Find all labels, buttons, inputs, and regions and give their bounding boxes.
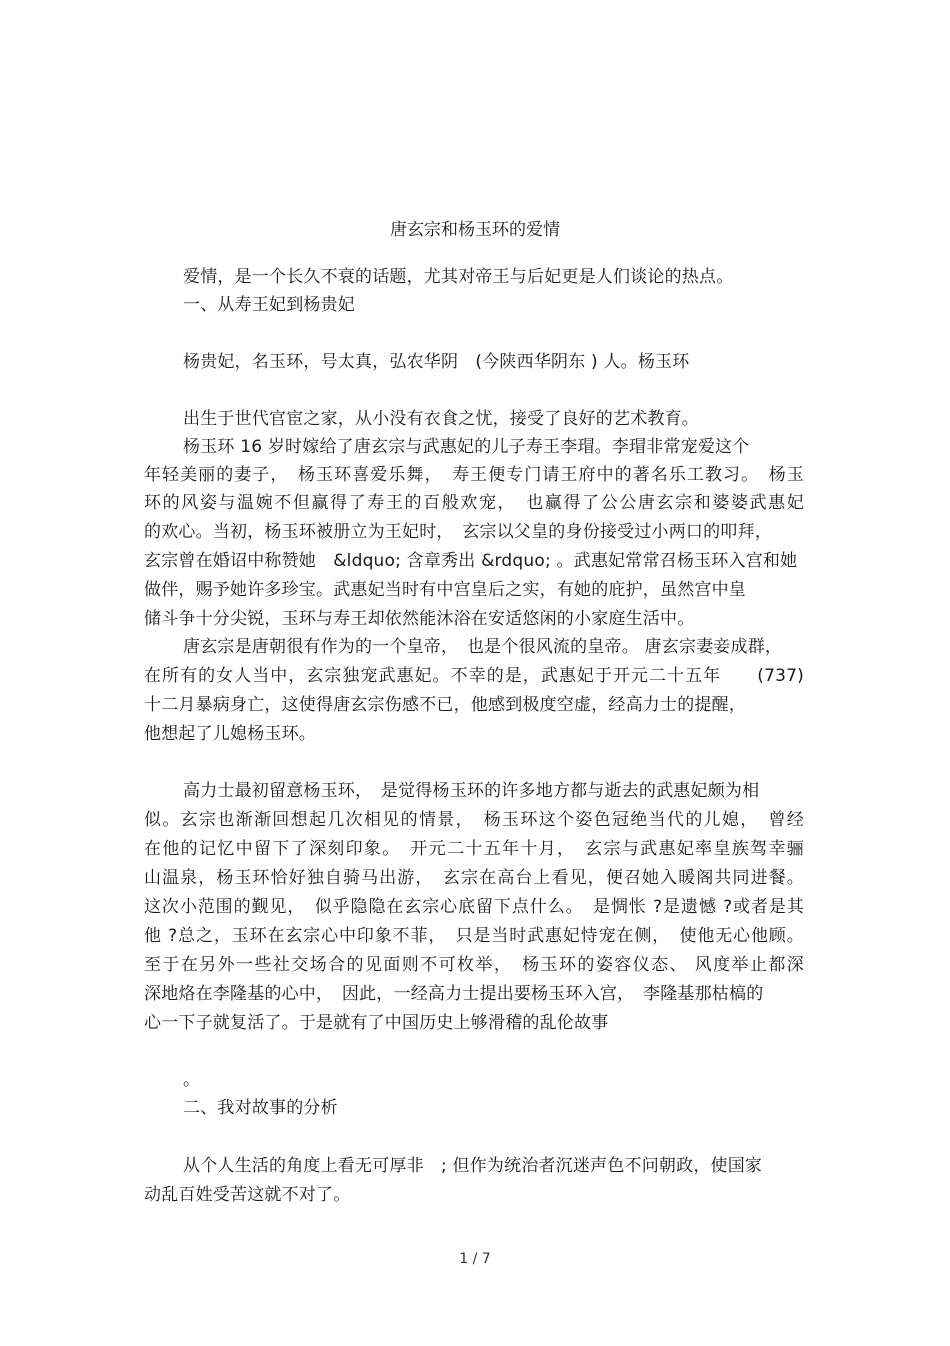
body-line: 储斗争十分尖锐，玉环与寿王却依然能沐浴在安适悠闲的小家庭生活中。	[144, 609, 695, 629]
body-line: 至于在另外一些社交场合的见面则不可枚举， 杨玉环的姿容仪态、 风度举止都深	[144, 955, 804, 975]
body-line: 唐玄宗是唐朝很有作为的一个皇帝， 也是个很风流的皇帝。 唐玄宗妻妾成群，	[183, 637, 783, 657]
body-line: 。	[183, 1070, 201, 1090]
body-line: 年轻美丽的妻子， 杨玉环喜爱乐舞， 寿王便专门请王府中的著名乐工教习。 杨玉	[144, 465, 804, 485]
body-line: 动乱百姓受苦这就不对了。	[144, 1185, 351, 1205]
body-line: 做伴，赐予她许多珍宝。武惠妃当时有中宫皇后之实，有她的庇护，虽然宫中皇	[144, 580, 746, 600]
body-line: 出生于世代官宦之家，从小没有衣食之忧，接受了良好的艺术教育。	[183, 409, 699, 429]
body-line: 高力士最初留意杨玉环， 是觉得杨玉环的许多地方都与逝去的武惠妃颇为相	[183, 781, 760, 801]
body-line: 山温泉，杨玉环恰好独自骑马出游， 玄宗在高台上看见，便召她入暖阁共同进餐。	[144, 868, 804, 888]
body-line: 心一下子就复活了。于是就有了中国历史上够滑稽的乱伦故事	[144, 1013, 609, 1033]
body-line: 十二月暴病身亡，这使得唐玄宗伤感不已，他感到极度空虚，经高力士的提醒，	[144, 695, 746, 715]
body-line: 爱情，是一个长久不衰的话题，尤其对帝王与后妃更是人们谈论的热点。	[183, 267, 734, 287]
body-line: 环的风姿与温婉不但赢得了寿王的百般欢宠， 也赢得了公公唐玄宗和婆婆武惠妃	[144, 493, 804, 513]
section-heading: 一、从寿王妃到杨贵妃	[183, 295, 355, 315]
body-line: 玄宗曾在婚诏中称赞她 &ldquo; 含章秀出 &rdquo; 。武惠妃常常召杨玉环入宫和她	[144, 551, 798, 571]
section-heading: 二、我对故事的分析	[183, 1098, 338, 1118]
body-line: 在他的记忆中留下了深刻印象。 开元二十五年十月， 玄宗与武惠妃率皇族驾幸骊	[144, 839, 804, 859]
body-line: 在所有的女人当中，玄宗独宠武惠妃。不幸的是，武惠妃于开元二十五年 (737)	[144, 666, 804, 686]
page-title: 唐玄宗和杨玉环的爱情	[390, 220, 560, 240]
body-line: 这次小范围的觐见， 似乎隐隐在玄宗心底留下点什么。 是惆怅 ?是遗憾 ?或者是其	[144, 897, 804, 917]
body-line: 他想起了儿媳杨玉环。	[144, 724, 316, 744]
body-line: 杨贵妃，名玉环，号太真，弘农华阴 (今陕西华阴东 ) 人。杨玉环	[183, 352, 690, 372]
body-line: 他 ?总之，玉环在玄宗心中印象不菲， 只是当时武惠妃恃宠在侧， 使他无心他顾。	[144, 926, 804, 946]
body-line: 似。玄宗也渐渐回想起几次相见的情景， 杨玉环这个姿色冠绝当代的儿媳， 曾经	[144, 810, 804, 830]
body-line: 深地烙在李隆基的心中， 因此，一经高力士提出要杨玉环入宫， 李隆基那枯槁的	[144, 984, 764, 1004]
page-number: 1 / 7	[459, 1251, 491, 1267]
body-line: 从个人生活的角度上看无可厚非 ; 但作为统治者沉迷声色不问朝政，使国家	[183, 1156, 763, 1176]
body-line: 杨玉环 16 岁时嫁给了唐玄宗与武惠妃的儿子寿王李瑁。李瑁非常宠爱这个	[183, 437, 750, 457]
body-line: 的欢心。当初，杨玉环被册立为王妃时， 玄宗以父皇的身份接受过小两口的叩拜，	[144, 522, 772, 542]
